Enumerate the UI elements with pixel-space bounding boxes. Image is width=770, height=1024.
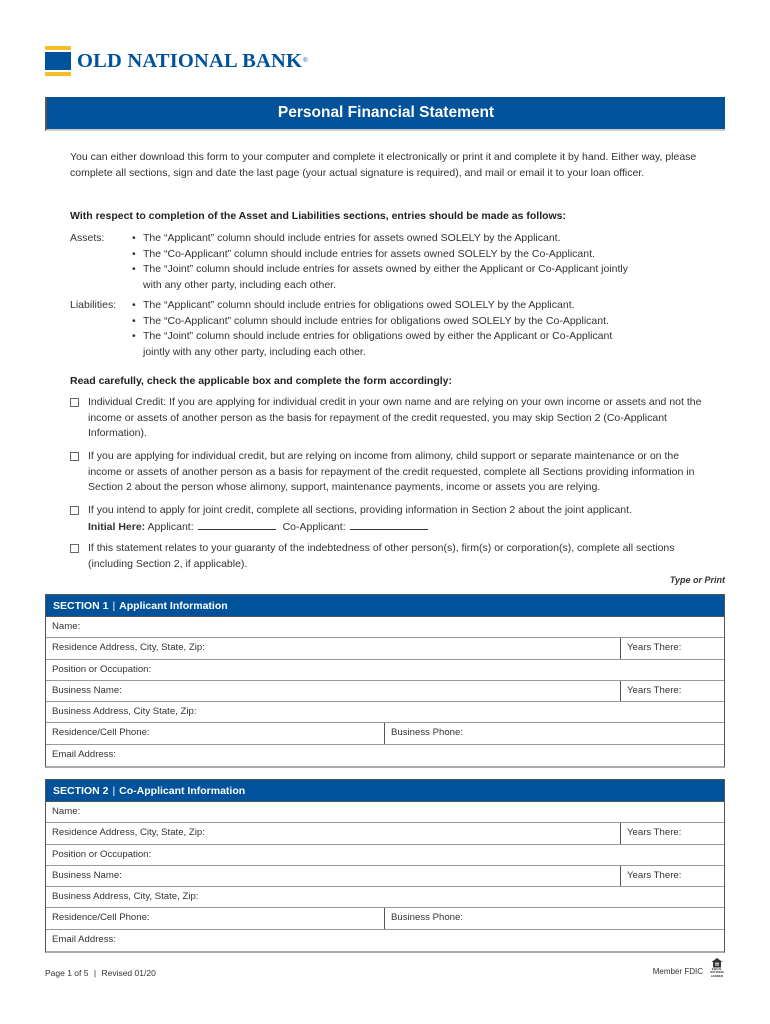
checkbox[interactable] <box>70 506 79 515</box>
coapplicant-initial-field[interactable] <box>350 519 428 530</box>
coapplicant-initial-label: Co-Applicant: <box>282 520 346 533</box>
liabilities-rule-item: • The “Co-Applicant” column should include entries for obligations owed SOLELY by the Co-Applicant. <box>130 314 640 330</box>
page-title: Personal Financial Statement <box>45 97 725 131</box>
checklist-item-joint <box>70 503 710 535</box>
type-or-print-note: Type or Print <box>669 575 725 585</box>
coapplicant-residence-phone-field[interactable]: Residence/Cell Phone: <box>52 912 150 924</box>
checklist-item-guaranty <box>70 541 710 572</box>
applicant-email-field[interactable]: Email Address: <box>52 748 116 760</box>
assets-rules <box>70 231 710 293</box>
coapplicant-residence-address-field[interactable]: Residence Address, City, State, Zip: <box>52 827 205 839</box>
checkbox[interactable] <box>70 398 79 407</box>
coapplicant-email-field[interactable]: Email Address: <box>52 933 116 945</box>
applicant-initial-field[interactable] <box>198 519 276 530</box>
registered-mark: ® <box>303 58 308 64</box>
footer-compliance <box>653 958 725 978</box>
checkbox[interactable] <box>70 452 79 461</box>
checklist-item-text: If this statement relates to your guaranty of the indebtedness of other person(s), firm(s) or corporation(s), complete all sections (including Section 2, if applicable). <box>88 542 675 570</box>
section-header: SECTION 2 | Co-Applicant Information <box>46 780 724 802</box>
instructions-heading: With respect to completion of the Asset and Liabilities sections, entries should be made as follows: <box>70 210 567 222</box>
liabilities-label: Liabilities: <box>70 299 117 311</box>
logo-text: OLD NATIONAL BANK <box>77 49 303 72</box>
applicant-business-phone-field[interactable]: Business Phone: <box>384 723 724 743</box>
applicant-position-field[interactable]: Position or Occupation: <box>52 663 152 675</box>
revision-date: Revised 01/20 <box>101 968 156 978</box>
applicant-residence-years-field[interactable]: Years There: <box>620 638 724 658</box>
assets-rule-item: • The “Co-Applicant” column should include entries for assets owned SOLELY by the Co-Applicant. <box>130 247 630 263</box>
checklist-item-text: Individual Credit: If you are applying for individual credit in your own name and are relying on your own income or assets and not the income or assets of another person as the basis for repayment of the credit requested, you may skip Section 2 (Co-Applicant Information). <box>88 396 702 439</box>
liabilities-rule-item: • The “Applicant” column should include entries for obligations owed SOLELY by the Applicant. <box>130 298 640 314</box>
coapplicant-business-address-field[interactable]: Business Address, City, State, Zip: <box>52 891 199 903</box>
applicant-initial-label: Applicant: <box>147 520 194 533</box>
applicant-residence-address-field[interactable]: Residence Address, City, State, Zip: <box>52 642 205 654</box>
checklist-item-individual-other-income <box>70 449 710 496</box>
coapplicant-name-field[interactable]: Name: <box>52 806 81 817</box>
assets-label: Assets: <box>70 232 105 244</box>
liabilities-rules <box>70 298 710 360</box>
applicant-residence-phone-field[interactable]: Residence/Cell Phone: <box>52 727 150 739</box>
section-number: SECTION 2 <box>53 785 109 797</box>
initial-here-row <box>88 519 632 536</box>
page-info: Page 1 of 5 | Revised 01/20 <box>45 968 156 978</box>
applicant-business-address-field[interactable]: Business Address, City State, Zip: <box>52 706 197 718</box>
liabilities-rule-item: • The “Joint” column should include entries for obligations owed by either the Applicant or Co-Applicant jointly with any other party, including each other. <box>130 329 640 360</box>
checklist-heading: Read carefully, check the applicable box and complete the form accordingly: <box>70 375 452 387</box>
coapplicant-business-name-field[interactable]: Business Name: <box>52 869 122 881</box>
page-number: Page 1 of 5 <box>45 968 89 978</box>
applicant-business-name-field[interactable]: Business Name: <box>52 684 122 696</box>
checklist-item-text: If you are applying for individual credit, but are relying on income from alimony, child support or separate maintenance or on the income or assets of another person as a basis for repayment of the credit requested, complete all Sections providing information in Section 2 about the person whose alimony, support, maintenance payments, income or assets you are relying. <box>88 450 695 493</box>
equal-housing-lender-icon: EQUAL HOUSING LENDER <box>709 958 725 978</box>
section-applicant-information <box>45 594 725 768</box>
section-number: SECTION 1 <box>53 600 109 612</box>
logo-mark-icon <box>45 46 71 76</box>
section-title: Applicant Information <box>119 600 228 612</box>
bank-logo <box>45 46 308 76</box>
checkbox[interactable] <box>70 544 79 553</box>
section-header: SECTION 1 | Applicant Information <box>46 595 724 617</box>
assets-rule-item: • The “Applicant” column should include entries for assets owned SOLELY by the Applicant. <box>130 231 630 247</box>
coapplicant-business-years-field[interactable]: Years There: <box>620 866 724 886</box>
coapplicant-business-phone-field[interactable]: Business Phone: <box>384 908 724 928</box>
applicant-name-field[interactable]: Name: <box>52 621 81 632</box>
assets-rule-item: • The “Joint” column should include entries for assets owned by either the Applicant or Co-Applicant jointly with any other party, including each other. <box>130 262 630 293</box>
checklist-item-text: If you intend to apply for joint credit, complete all sections, providing information in Section 2 about the joint applicant. <box>88 504 632 516</box>
coapplicant-position-field[interactable]: Position or Occupation: <box>52 848 152 860</box>
applicant-business-years-field[interactable]: Years There: <box>620 681 724 701</box>
section-title: Co-Applicant Information <box>119 785 246 797</box>
section-co-applicant-information <box>45 779 725 953</box>
member-fdic: Member FDIC <box>652 967 703 976</box>
initial-here-label: Initial Here: <box>88 520 146 533</box>
coapplicant-residence-years-field[interactable]: Years There: <box>620 823 724 843</box>
intro-text: You can either download this form to your computer and complete it electronically or print it and complete it by hand. Either way, please complete all sections, sign and date the last page (your actual signature is required), and mail or email it to your loan officer. <box>70 151 697 179</box>
checklist-item-individual <box>70 395 710 442</box>
